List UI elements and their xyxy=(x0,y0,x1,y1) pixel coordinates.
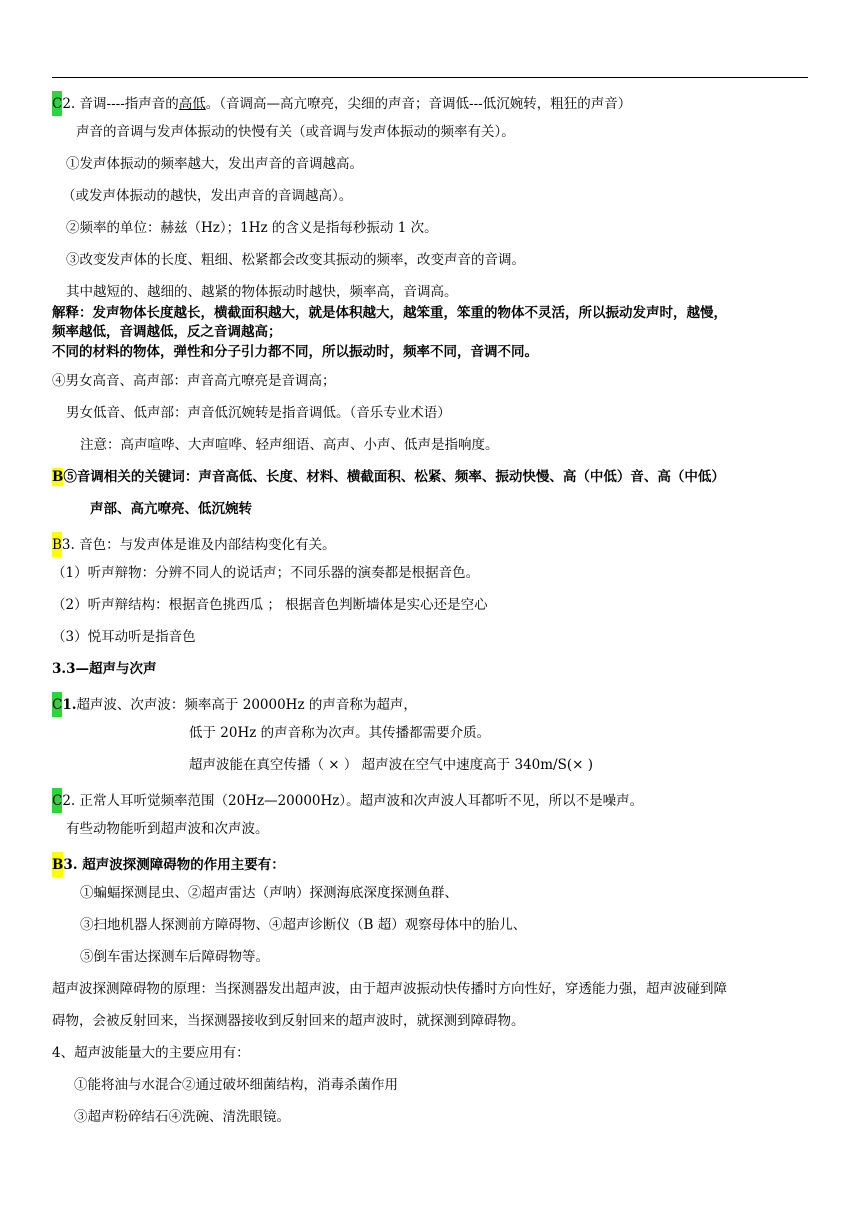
level-tag-c: C xyxy=(52,692,62,717)
text-line: ⑤倒车雷达探测车后障碍物等。 xyxy=(80,949,269,965)
text-line: ③改变发声体的长度、粗细、松紧都会改变其振动的频率，改变声音的音调。 xyxy=(66,252,525,268)
text-line: ①发声体振动的频率越大，发出声音的音调越高。 xyxy=(66,156,363,172)
line-pitch-definition: C2. 音调----指声音的高低。（音调高—高亢嘹亮，尖细的声音；音调低---低沉婉转，粗狂的声音） xyxy=(52,91,631,116)
text-line: 其中越短的、越细的、越紧的物体振动时越快，频率高，音调高。 xyxy=(66,284,458,300)
text-line: ④男女高音、高声部：声音高亢嘹亮是音调高； xyxy=(52,373,336,389)
text-line: 超声波能在真空传播（ × ） 超声波在空气中速度高于 340m/S(× ) xyxy=(189,757,593,773)
text-line: ③超声粉碎结石④洗碗、清洗眼镜。 xyxy=(74,1109,290,1125)
text-line: 声音的音调与发声体振动的快慢有关（或音调与发声体振动的频率有关）。 xyxy=(76,124,515,140)
text-line: 4、超声波能量大的主要应用有： xyxy=(52,1045,250,1061)
text-line: ②频率的单位：赫兹（Hz）；1Hz 的含义是指每秒振动 1 次。 xyxy=(66,220,438,236)
text-line: ①蝙蝠探测昆虫、②超声雷达（声呐）探测海底深度探测鱼群、 xyxy=(80,885,458,901)
text-line: 低于 20Hz 的声音称为次声。其传播都需要介质。 xyxy=(189,725,491,741)
keywords-line: B⑤音调相关的关键词：声音高低、长度、材料、横截面积、松紧、频率、振动快慢、高（中低）音、高（中低） xyxy=(52,469,725,485)
level-tag-b: B xyxy=(52,852,63,877)
ultrasound-line: C1.超声波、次声波：频率高于 20000Hz 的声音称为超声， xyxy=(52,692,417,717)
text-line: 男女低音、低声部：声音低沉婉转是指音调低。（音乐专业术语） xyxy=(66,405,451,421)
level-tag-c: C xyxy=(52,91,62,116)
underlined-term: 高低 xyxy=(178,96,206,112)
note-line: 注意：高声喧哗、大声喧哗、轻声细语、高声、小声、低声是指响度。 xyxy=(80,437,499,453)
keywords-line: 声部、高亢嘹亮、低沉婉转 xyxy=(90,501,252,517)
level-tag-b: B xyxy=(52,532,62,557)
principle-line: 超声波探测障碍物的原理：当探测器发出超声波，由于超声波振动快传播时方向性好，穿透能力强，超声波碰到障 xyxy=(52,981,727,997)
principle-line: 碍物，会被反射回来，当探测器接收到反射回来的超声波时，就探测到障碍物。 xyxy=(52,1013,525,1029)
header-rule xyxy=(52,77,808,78)
text-line: （3）悦耳动听是指音色 xyxy=(52,629,196,645)
text-line: 有些动物能听到超声波和次声波。 xyxy=(66,821,269,837)
explanation-line: 不同的材料的物体，弹性和分子引力都不同，所以振动时，频率不同，音调不同。 xyxy=(52,344,538,360)
text-line: （2）听声辩结构：根据音色挑西瓜 ； 根据音色判断墙体是实心还是空心 xyxy=(52,597,488,613)
text-line: （或发声体振动的越快，发出声音的音调越高）。 xyxy=(62,188,353,204)
hearing-range-line: C2. 正常人耳听觉频率范围（20Hz—20000Hz）。超声波和次声波人耳都听不见，所以不是噪声。 xyxy=(52,788,643,813)
detection-heading: B3. 超声波探测障碍物的作用主要有： xyxy=(52,852,285,877)
level-tag-c: C xyxy=(52,788,62,813)
explanation-line: 频率越低，音调越低，反之音调越高； xyxy=(52,324,282,340)
section-heading: 3.3—超声与次声 xyxy=(52,661,157,677)
text-line: （1）听声辩物：分辨不同人的说话声；不同乐器的演奏都是根据音色。 xyxy=(52,565,480,581)
timbre-line: B3. 音色：与发声体是谁及内部结构变化有关。 xyxy=(52,532,336,557)
level-tag-b: B xyxy=(52,469,64,485)
text-line: ③扫地机器人探测前方障碍物、④超声诊断仪（B 超）观察母体中的胎儿、 xyxy=(80,917,527,933)
text-line: ①能将油与水混合②通过破坏细菌结构，消毒杀菌作用 xyxy=(74,1077,398,1093)
explanation-line: 解释：发声物体长度越长，横截面积越大，就是体积越大，越笨重，笨重的物体不灵活，所以振动发声时，越慢， xyxy=(52,305,727,321)
